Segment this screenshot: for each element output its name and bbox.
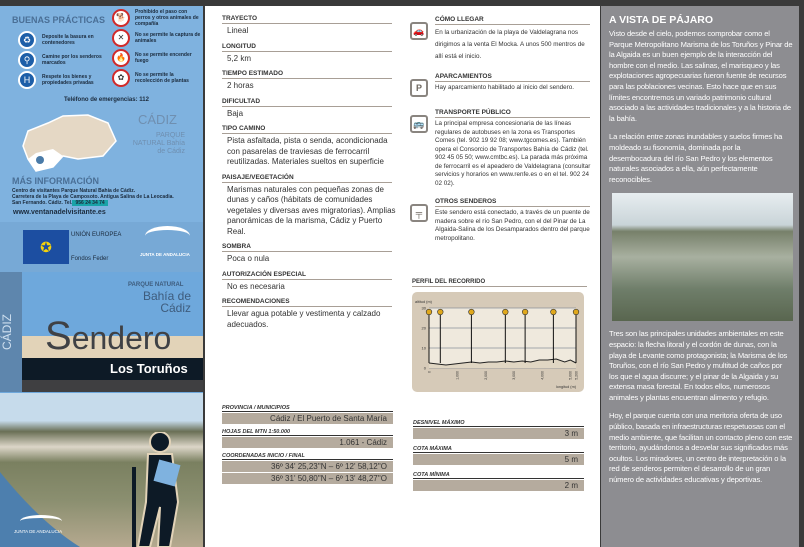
more-info-title: MÁS INFORMACIÓN — [12, 176, 99, 186]
elevation-item — [413, 446, 584, 465]
location-value: 36º 31' 50,80''N – 6º 13' 48,27''O — [222, 473, 393, 484]
paragraph: Tres son las principales unidades ambientales en este espacio: la flecha litoral y el cordón de dunas, con la playa de Levante como protagonista; la Marisma de los Toruños, con el río San Pedro y multitud de caños por los que el agua discurre; y el pinar de la Algaida y su extensa masa forestal. En todos ellos, numerosos animales y plantas encuentran alimento y refugio. — [609, 329, 788, 402]
y-tick-label: 20 — [421, 325, 426, 331]
elevation-label: COTA MÁXIMA — [413, 446, 584, 453]
profile-title: PERFIL DEL RECORRIDO — [412, 279, 587, 287]
location-value: Cádiz / El Puerto de Santa María — [222, 413, 393, 424]
junta-logo-icon — [145, 226, 190, 246]
detail-value: Baja — [227, 108, 244, 118]
detail-value: Marismas naturales con pequeñas zonas de dunas y caños (hábitats de comunidades vegetales y diversas aves migratorias). Amplias panorámicas de la marisma, Cádiz y Puerto Real. — [227, 184, 396, 236]
access-content — [435, 198, 593, 243]
detail-value: 2 horas — [227, 81, 254, 90]
junta-cover-text: JUNTA DE ANDALUCIA — [14, 529, 63, 534]
detail-label: AUTORIZACIÓN ESPECIAL — [222, 271, 392, 280]
elevation-value: 3 m — [413, 428, 584, 439]
paragraph: La relación entre zonas inundables y suelos firmes ha moldeado su fisonomía, dominada por la desembocadura del río San Pedro y los elementos naturales asociados a ella, aún perfectamente reconocibles. — [609, 132, 783, 184]
access-content — [435, 73, 593, 97]
practice-item: ⚲ Camine por los senderos marcados — [18, 50, 104, 70]
access-item — [410, 109, 593, 188]
hiker-silhouette-icon — [150, 432, 170, 452]
more-info-text — [12, 188, 202, 206]
park-logo: PARQUE NATURAL Bahía de Cádiz — [132, 132, 185, 155]
detail-value: Poca o nula — [227, 254, 270, 263]
more-info-line: Centro de visitantes Parque Natural Bahía de Cádiz. — [12, 188, 136, 194]
car-icon: 🚗 — [410, 22, 428, 40]
junta-cover-logo-icon — [20, 515, 62, 527]
phone-number: 956 24 34 74 — [72, 200, 107, 206]
trail-detail-item — [222, 174, 397, 238]
x-axis-label: longitud (m) — [555, 385, 576, 389]
signpost-icon: ╤ — [410, 204, 428, 222]
y-tick-label: 0 — [423, 365, 426, 371]
trail-detail-item — [222, 70, 397, 92]
cover-park-name — [135, 290, 191, 314]
cover-side-label: CÁDIZ — [0, 272, 22, 392]
elevation-label: DESNIVEL MÁXIMO — [413, 420, 584, 427]
eu-flag-icon: ✪ — [23, 230, 69, 264]
access-text: Hay aparcamiento habilitado al inicio del sendero. — [435, 84, 574, 91]
detail-label: PAISAJE/VEGETACIÓN — [222, 174, 392, 183]
waypoint-marker — [522, 309, 528, 315]
trail-detail-item — [222, 98, 397, 120]
access-title: APARCAMIENTOS — [435, 73, 590, 82]
feder-label: Fondos Feder — [71, 256, 109, 262]
trail-detail-item — [222, 15, 397, 37]
more-info-line: Carretera de la Playa de Camposoto. Antigua Salina de La Leocadia. — [12, 194, 174, 200]
front-cover — [0, 272, 203, 547]
trail-detail-item — [222, 243, 397, 265]
elevation-data — [413, 420, 584, 498]
parking-icon: P — [410, 79, 428, 97]
location-value: 36º 34' 25,23''N – 6º 12' 58,12''O — [222, 461, 393, 472]
no-plant-picking-icon: ✿ — [112, 69, 130, 87]
location-label: COORDENADAS INICIO / FINAL — [222, 453, 393, 460]
detail-label: TIPO CAMINO — [222, 125, 392, 134]
province-label: CÁDIZ — [138, 112, 177, 127]
more-info-line: San Fernando. Cádiz. Tel. — [12, 200, 73, 206]
junta-logo-text: JUNTA DE ANDALUCIA — [140, 252, 190, 257]
elevation-value: 5 m — [413, 454, 584, 465]
practices-list — [18, 30, 104, 90]
location-item — [222, 429, 393, 448]
location-label: HOJAS DEL MTN 1:50.000 — [222, 429, 393, 436]
elevation-label: COTA MÍNIMA — [413, 472, 584, 479]
trail-detail-item — [222, 43, 397, 65]
prohibitions-list — [112, 8, 201, 88]
x-tick-label: 1,000 — [455, 371, 460, 380]
waypoint-marker — [426, 309, 432, 315]
waypoint-marker — [573, 309, 579, 315]
fence-icon: H — [18, 71, 36, 89]
x-tick-label: 4,000 — [540, 371, 545, 380]
detail-value: Lineal — [227, 26, 249, 35]
elevation-item — [413, 472, 584, 491]
access-content — [435, 16, 593, 63]
waypoint-marker — [438, 309, 444, 315]
prohibition-item: 🐕 Prohibido el paso con perros y otros animales de compañía — [112, 8, 201, 28]
emergency-phone: Teléfono de emergencias: 112 — [64, 97, 149, 103]
paragraph: Visto desde el cielo, podemos comprobar como el Parque Metropolitano Marisma de los Toruños y Pinar de la Algaida es un buen ejemplo de la interacción del hombre con el medio. Las salinas, el marisqueo y las explotaciones agropecuarias fueron fuente de recursos para las poblaciones vecinas. Esto hace que en sus límites encontremos un variado patrimonio cultural asociado a las actividades tradicionales y a la historia de la bahía. — [609, 29, 793, 123]
trash-bin-icon: ♻ — [18, 31, 36, 49]
elevation-item — [413, 420, 584, 439]
access-title: OTROS SENDEROS — [435, 198, 590, 207]
location-label: PROVINCIA / MUNICIPIOS — [222, 405, 393, 412]
access-item — [410, 16, 593, 63]
no-fire-icon: 🔥 — [112, 49, 130, 67]
access-text: Este sendero está conectado, a través de un puente de madera sobre el río San Pedro, con el del Pinar de La Algaida-Salina de los Desamparados dentro del parque metropolitano. — [435, 209, 590, 242]
no-hunting-icon: ✕ — [112, 29, 130, 47]
access-item — [410, 198, 593, 243]
website-link[interactable]: www.ventanadelvisitante.es — [13, 209, 106, 216]
elevation-value: 2 m — [413, 480, 584, 491]
access-title: CÓMO LLEGAR — [435, 16, 590, 25]
paragraph: Hoy, el parque cuenta con una meritoria oferta de uso público, basada en infraestructuras respetuosas con el medio ambiente, que facilitan un contacto pleno con este territorio, ayudándonos a desvelar sus significados más ocultos. Los miradores, un centro de interpretación o la red de senderos permiten el desarrollo de un gran número de actividades educativas y deportivas. — [609, 411, 793, 485]
location-item — [222, 405, 393, 424]
andalusia-map — [18, 111, 118, 173]
x-tick-label: 2,000 — [483, 371, 488, 380]
trail-details — [222, 15, 397, 336]
practice-item: H Respete los bienes y propiedades privadas — [18, 70, 104, 90]
prohibition-item: 🔥 No se permite encender fuego — [112, 48, 201, 68]
waypoint-marker — [503, 309, 509, 315]
back-cover-panel — [0, 6, 203, 547]
x-tick-label: 5,200 — [574, 371, 579, 380]
cover-title-rest: endero — [71, 320, 172, 356]
x-tick-label: 3,000 — [512, 371, 517, 380]
no-dogs-icon: 🐕 — [112, 9, 130, 27]
bus-icon: 🚌 — [410, 115, 428, 133]
y-tick-label: 30 — [421, 305, 426, 311]
aerial-title: A VISTA DE PÁJARO — [609, 14, 714, 26]
access-list — [410, 16, 593, 243]
detail-value: 5,2 km — [227, 53, 252, 63]
waypoint-marker — [551, 309, 557, 315]
sponsors-band — [0, 222, 203, 272]
y-tick-label: 10 — [421, 345, 426, 351]
practice-item: ♻ Deposite la basura en contenedores — [18, 30, 104, 50]
cover-park-small: PARQUE NATURAL — [128, 282, 184, 288]
detail-value: No es necesaria — [227, 281, 285, 291]
trail-info-panel — [205, 6, 600, 547]
detail-label: LONGITUD — [222, 43, 392, 52]
detail-label: RECOMENDACIONES — [222, 298, 392, 307]
detail-value: Llevar agua potable y vestimenta y calzado adecuados. — [227, 309, 381, 329]
location-data — [222, 405, 393, 489]
detail-value: Pista asfaltada, pista o senda, acondicionada con pasarelas de traviesas de ferrocarril reutilizadas. Materiales sueltos en superficie — [227, 136, 388, 166]
prohibition-item: ✕ No se permite la captura de animales — [112, 28, 201, 48]
detail-label: TRAYECTO — [222, 15, 392, 24]
cover-park-line: Cádiz — [160, 301, 191, 315]
detail-label: TIEMPO ESTIMADO — [222, 70, 392, 79]
trail-detail-item — [222, 298, 397, 330]
location-value: 1.061 - Cádiz — [222, 437, 393, 448]
access-text: En la urbanización de la playa de Valdelagrana nos dirigimos a la venta El Mocka. A unos 500 mentros de allí está el inicio. — [435, 29, 585, 60]
trail-detail-item — [222, 125, 397, 168]
aerial-view-panel — [601, 6, 799, 547]
aerial-photo — [612, 193, 793, 321]
detail-label: SOMBRA — [222, 243, 392, 252]
good-practices-title: BUENAS PRÁCTICAS — [12, 15, 106, 25]
location-marker-icon — [36, 156, 44, 164]
location-item — [222, 453, 393, 484]
cover-trail-name: Los Toruños — [110, 361, 188, 376]
detail-label: DIFICULTAD — [222, 98, 392, 107]
x-tick-label: 0 — [427, 371, 432, 373]
cover-title-initial: S — [45, 314, 72, 358]
access-title: TRANSPORTE PÚBLICO — [435, 109, 590, 118]
profile-chart-svg — [412, 292, 584, 392]
cover-park-line: Bahía de — [142, 289, 191, 303]
trail-detail-item — [222, 271, 397, 293]
access-text: La principal empresa concesionaria de las líneas regulares de autobuses en la zona es Transportes Comes (tel. 902 19 92 08; www.tgcomes.es). También opera el Consorcio de Transportes Bahía de Cádiz (tel. 902 45 05 50; www.cmtbc.es). La parada más próxima de ferrocarril es el apeadero de Valdelagrana (consultar servicios y horarios en www.renfe.es o en el tel. 902 24 02 02). — [435, 120, 591, 187]
prohibition-item: ✿ No se permite la recolección de plantas — [112, 68, 201, 88]
profile-chart — [412, 292, 584, 392]
eu-label: UNIÓN EUROPEA — [71, 232, 122, 238]
cover-title — [45, 316, 171, 358]
waypoint-marker — [469, 309, 475, 315]
y-axis-label: altitud (m) — [415, 300, 432, 304]
access-item — [410, 73, 593, 97]
hiker-icon: ⚲ — [18, 51, 36, 69]
access-content — [435, 109, 593, 188]
x-tick-label: 5,000 — [568, 371, 573, 380]
